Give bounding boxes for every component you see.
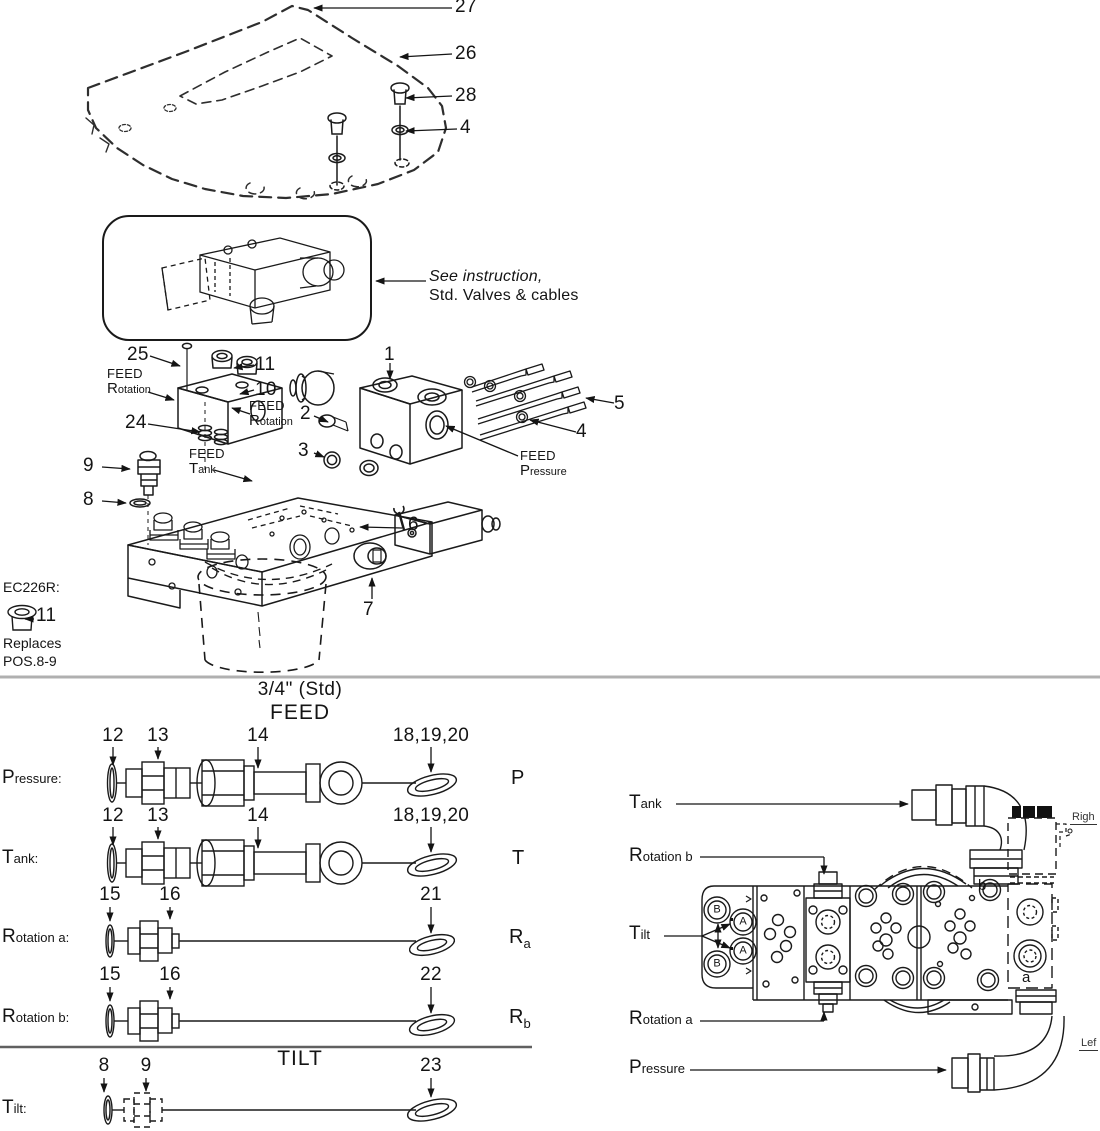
callout-12-tank: 12 <box>102 805 124 826</box>
port-letter-p: P <box>511 767 525 789</box>
callout-16-rota: 16 <box>159 884 181 905</box>
instruction-box-art <box>103 216 371 340</box>
port-circle-b-upper: B <box>713 903 721 916</box>
ec226r-item-art <box>8 606 36 631</box>
callout-14-tank: 14 <box>247 805 269 826</box>
installed-view-leaders <box>664 804 946 1070</box>
callout-4-mid: 4 <box>576 421 587 442</box>
callout-7: 7 <box>363 599 374 620</box>
instruction-note-line1: See instruction, <box>429 268 543 285</box>
callout-15-rota: 15 <box>99 884 121 905</box>
feed-rotation-label-left: FEED Rotation <box>107 366 151 397</box>
ec226r-note-line1: Replaces <box>3 635 62 651</box>
edge-label-left: Lef <box>1079 1038 1098 1051</box>
feed-pressure-label: FEED Pressure <box>520 448 567 479</box>
callout-12-pressure: 12 <box>102 725 124 746</box>
port-letter-t: T <box>512 847 525 869</box>
row-label-rotation-a: Rotation a: <box>2 926 70 947</box>
feed-rotation-label-right: FEED Rotation <box>249 398 293 429</box>
port-letter-ra: $R_a$ <box>509 926 531 951</box>
cover-bolts-art <box>328 83 409 190</box>
feed-size-label: 3/4" (Std) <box>257 679 343 700</box>
callout-2: 2 <box>300 403 311 424</box>
installed-pressure-label: Pressure <box>629 1057 686 1078</box>
point-letter-a: a <box>1022 969 1031 986</box>
port-letter-rb: $R_b$ <box>509 1006 531 1031</box>
callout-3: 3 <box>298 440 309 461</box>
callout-26: 26 <box>455 43 477 64</box>
callout-1: 1 <box>384 344 395 365</box>
callout-9-tilt: 9 <box>140 1055 152 1076</box>
feed-section-title: FEED <box>269 701 331 724</box>
callout-16-rotb: 16 <box>159 964 181 985</box>
callout-4-top: 4 <box>460 117 471 138</box>
port-circle-b-lower: B <box>713 957 721 970</box>
installed-rotation-b-label: Rotation b <box>629 845 693 866</box>
callout-181920-tank: 18,19,20 <box>392 805 470 826</box>
callout-13-tank: 13 <box>147 805 169 826</box>
callout-8: 8 <box>83 489 94 510</box>
callout-11: 11 <box>255 354 276 375</box>
row-label-pressure: Pressure: <box>2 767 62 788</box>
row-label-tank: Tank: <box>2 847 39 868</box>
edge-label-right: Righ <box>1070 812 1097 825</box>
installed-tank-label: Tank <box>629 792 662 813</box>
cover-plate-art <box>86 6 446 199</box>
callout-5: 5 <box>614 393 625 414</box>
tilt-section-title: TILT <box>277 1047 323 1070</box>
ec226r-title: EC226R: <box>3 579 60 595</box>
callout-28: 28 <box>455 85 477 106</box>
callout-23: 23 <box>420 1055 442 1076</box>
port-circle-a-lower: A <box>739 944 747 957</box>
feed-rows-callout-arrows <box>104 747 431 1097</box>
callout-10: 10 <box>255 379 277 400</box>
callout-6: 6 <box>408 514 419 535</box>
callout-8-tilt: 8 <box>98 1055 110 1076</box>
callout-14-pressure: 14 <box>247 725 269 746</box>
installed-view-art <box>702 785 1072 1092</box>
instruction-note-line2: Std. Valves & cables <box>429 287 579 304</box>
callout-21: 21 <box>420 884 442 905</box>
callout-13-pressure: 13 <box>147 725 169 746</box>
manifold-art <box>128 452 500 673</box>
row-label-tilt: Tilt: <box>2 1097 27 1118</box>
ec226r-note-line2: POS.8-9 <box>3 653 57 669</box>
callout-27: 27 <box>455 0 477 17</box>
callout-9: 9 <box>83 455 94 476</box>
installed-rotation-a-label: Rotation a <box>629 1008 693 1029</box>
port-circle-a-upper: A <box>739 915 747 928</box>
manifold-leaders <box>102 467 402 599</box>
callout-24: 24 <box>125 412 147 433</box>
point-letter-b: b <box>978 877 987 894</box>
callout-22: 22 <box>420 964 442 985</box>
row-label-rotation-b: Rotation b: <box>2 1006 70 1027</box>
installed-tilt-label: Tilt <box>629 923 650 944</box>
callout-15-rotb: 15 <box>99 964 121 985</box>
feed-tank-label: FEED Tank <box>189 446 225 477</box>
callout-181920-pressure: 18,19,20 <box>392 725 470 746</box>
callout-25: 25 <box>127 344 149 365</box>
ec226r-callout-11: 11 <box>36 605 57 626</box>
